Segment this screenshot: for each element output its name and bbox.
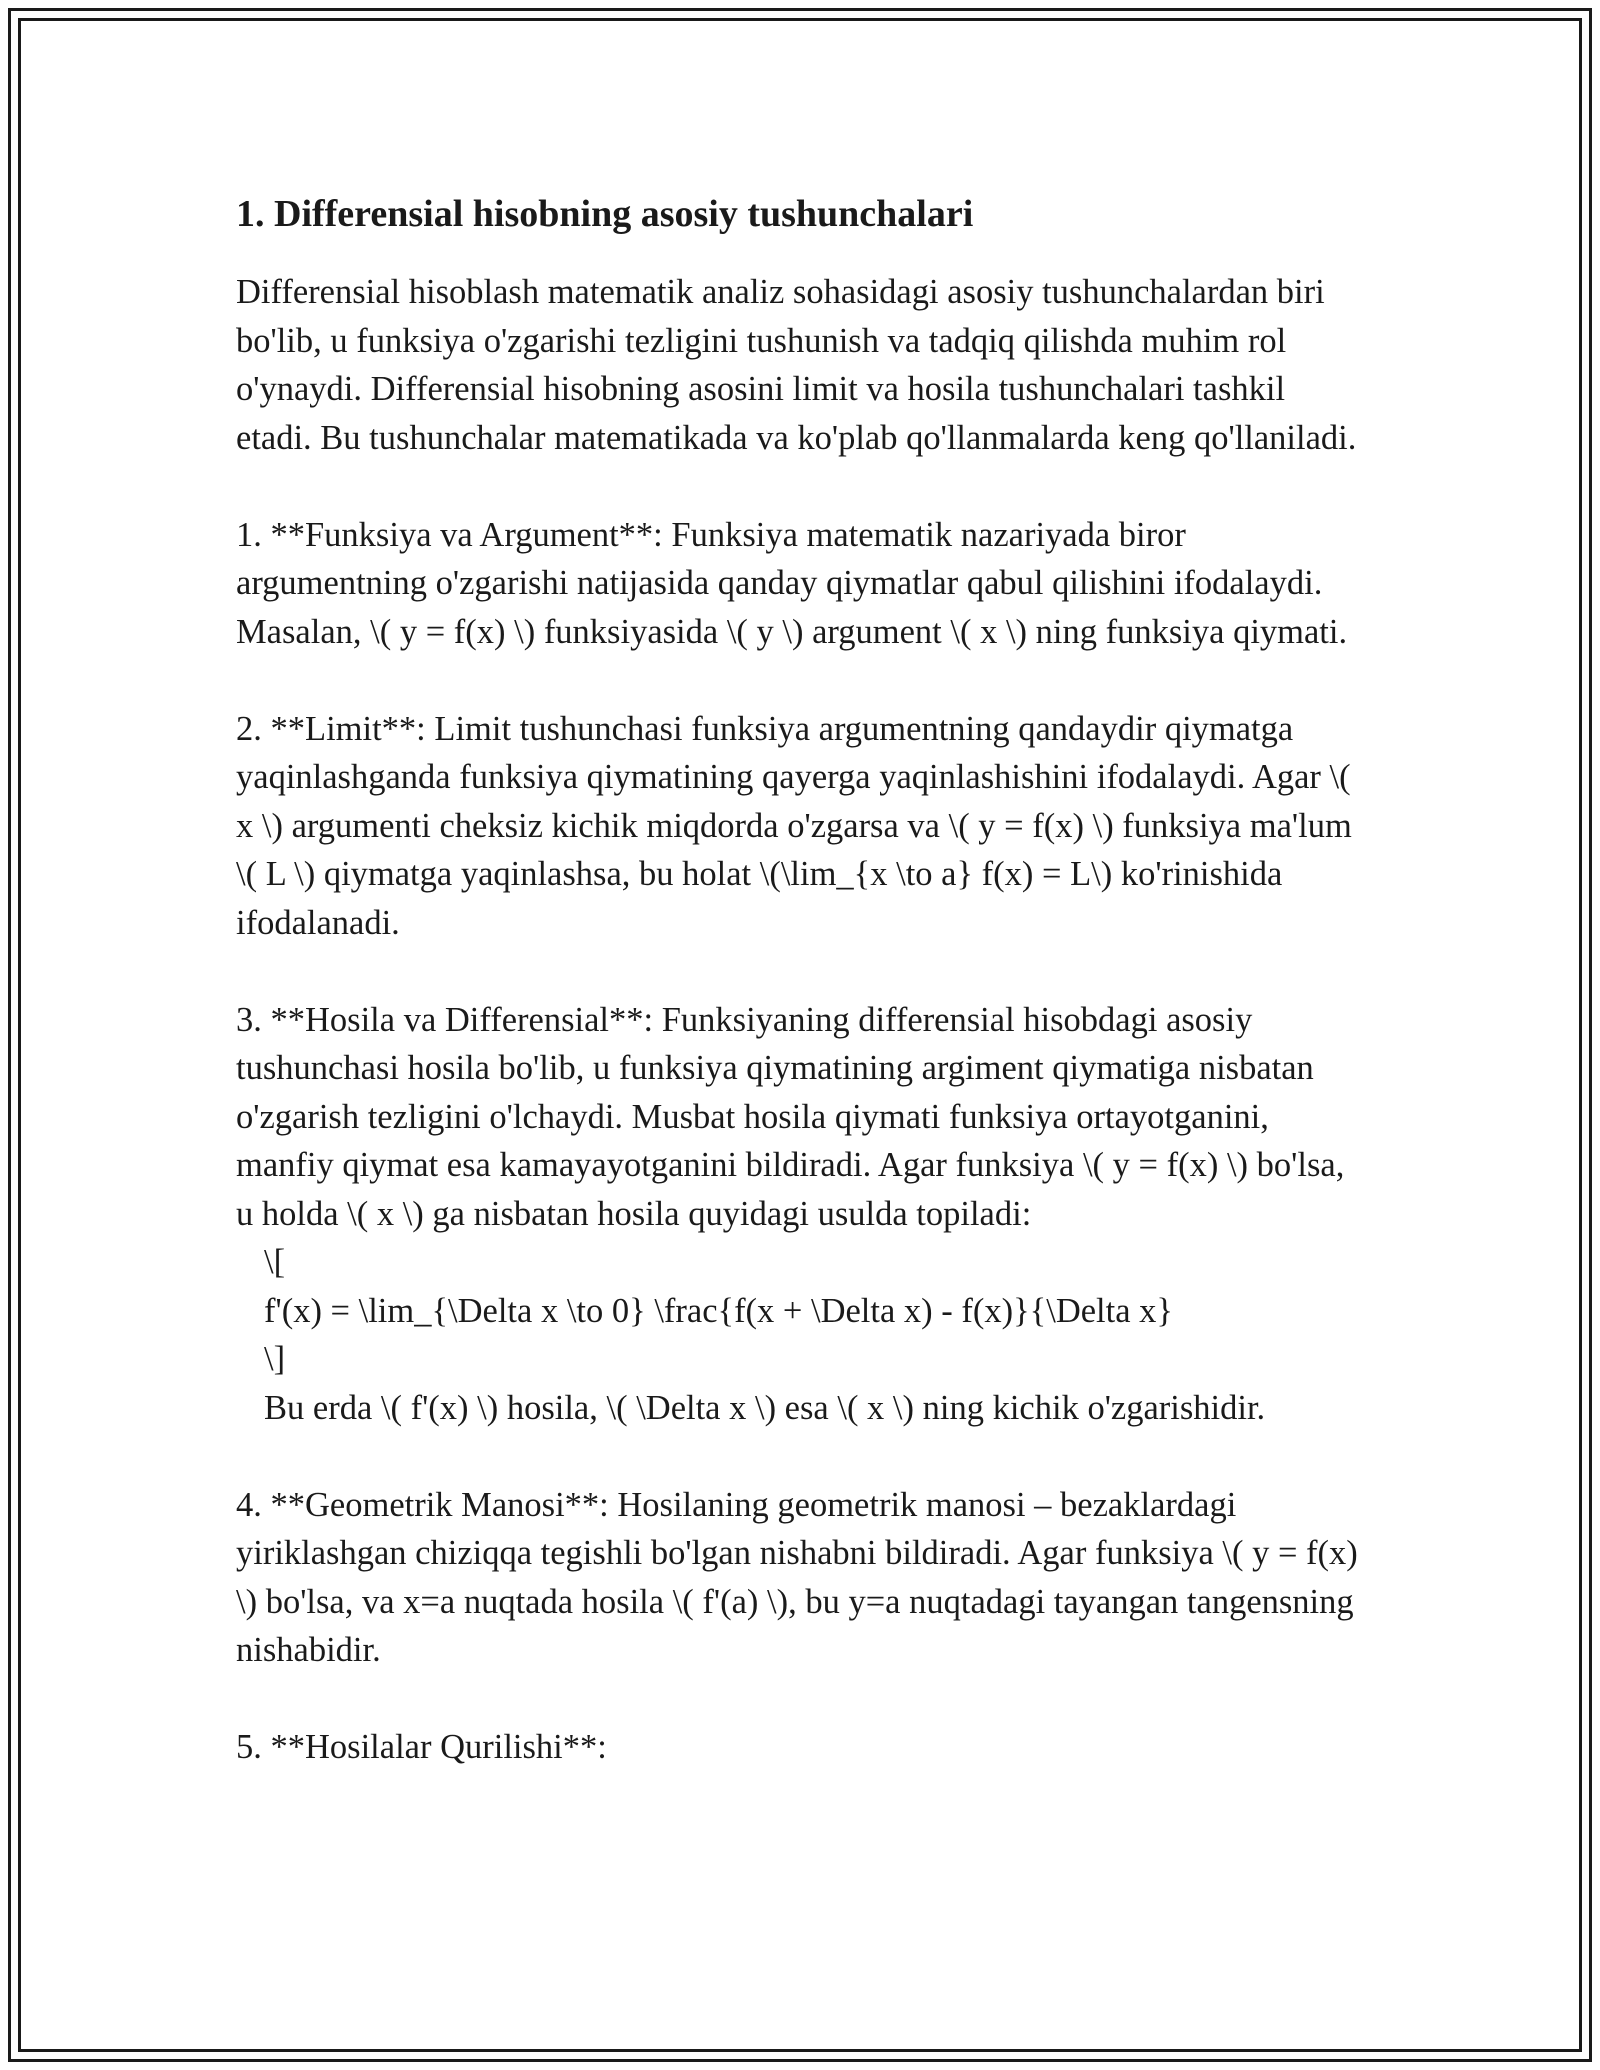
item-hosilalar-qurilishi: 5. **Hosilalar Qurilishi**: bbox=[236, 1728, 607, 1766]
item-hosila-text: 3. **Hosila va Differensial**: Funksiyaning differensial hisobdagi asosiy tushunchasi hosila bo'lib, u funksiya qiymatining argiment qiymatiga nisbatan o'zgarish tezligini o'lchaydi. Musbat hosila qiymati funksiya ortayotganini, manfiy qiymat esa kamayayotganini bildiradi. Agar funksiya \( y = f(x) \) bo'lsa, u holda \( x \) ga nisbatan hosila quyidagi usulda topiladi: bbox=[236, 1000, 1345, 1233]
item-funksiya-va-argument: 1. **Funksiya va Argument**: Funksiya matematik nazariyada biror argumentning o'zgarishi natijasida qanday qiymatlar qabul qilishini ifodalaydi. Masalan, \( y = f(x) \) funksiyasida \( y \) argument \( x \) ning funksiya qiymati. bbox=[236, 515, 1348, 651]
item-geometrik-manosi: 4. **Geometrik Manosi**: Hosilaning geometrik manosi – bezaklardagi yiriklashgan chiziqqa tegishli bo'lgan nishabni bildiradi. Agar funksiya \( y = f(x) \) bo'lsa, va x=a nuqtada hosila \( f'(a) \), bu y=a nuqtadagi tayangan tangensning nishabidir. bbox=[236, 1485, 1358, 1669]
section-heading: 1. Differensial hisobning asosiy tushunchalari bbox=[236, 193, 974, 235]
document-body bbox=[236, 186, 1366, 1820]
intro-paragraph: Differensial hisoblash matematik analiz sohasidagi asosiy tushunchalardan biri bo'lib, u funksiya o'zgarishi tezligini tushunish va tadqiq qilishda muhim rol o'ynaydi. Differensial hisobning asosini limit va hosila tushunchalari tashkil etadi. Bu tushunchalar matematikada va ko'plab qo'llanmalarda keng qo'llaniladi. bbox=[236, 273, 1357, 457]
derivative-formula-block bbox=[236, 1238, 1366, 1432]
formula-note: Bu erda \( f'(x) \) hosila, \( \Delta x \) esa \( x \) ning kichik o'zgarishidir. bbox=[264, 1388, 1266, 1427]
formula-close-delimiter: \] bbox=[264, 1340, 286, 1378]
item-limit: 2. **Limit**: Limit tushunchasi funksiya argumentning qandaydir qiymatga yaqinlashganda funksiya qiymatining qayerga yaqinlashishini ifodalaydi. Agar \( x \) argumenti cheksiz kichik miqdorda o'zgarsa va \( y = f(x) \) funksiya ma'lum \( L \) qiymatga yaqinlashsa, bu holat \(\lim_{x \to a} f(x) = L\) ko'rinishida ifodalanadi. bbox=[236, 709, 1352, 942]
derivative-formula: f'(x) = \lim_{\Delta x \to 0} \frac{f(x + \Delta x) - f(x)}{\Delta x} bbox=[264, 1291, 1173, 1330]
item-hosila-va-differensial bbox=[236, 996, 1366, 1433]
formula-open-delimiter: \[ bbox=[264, 1243, 286, 1281]
